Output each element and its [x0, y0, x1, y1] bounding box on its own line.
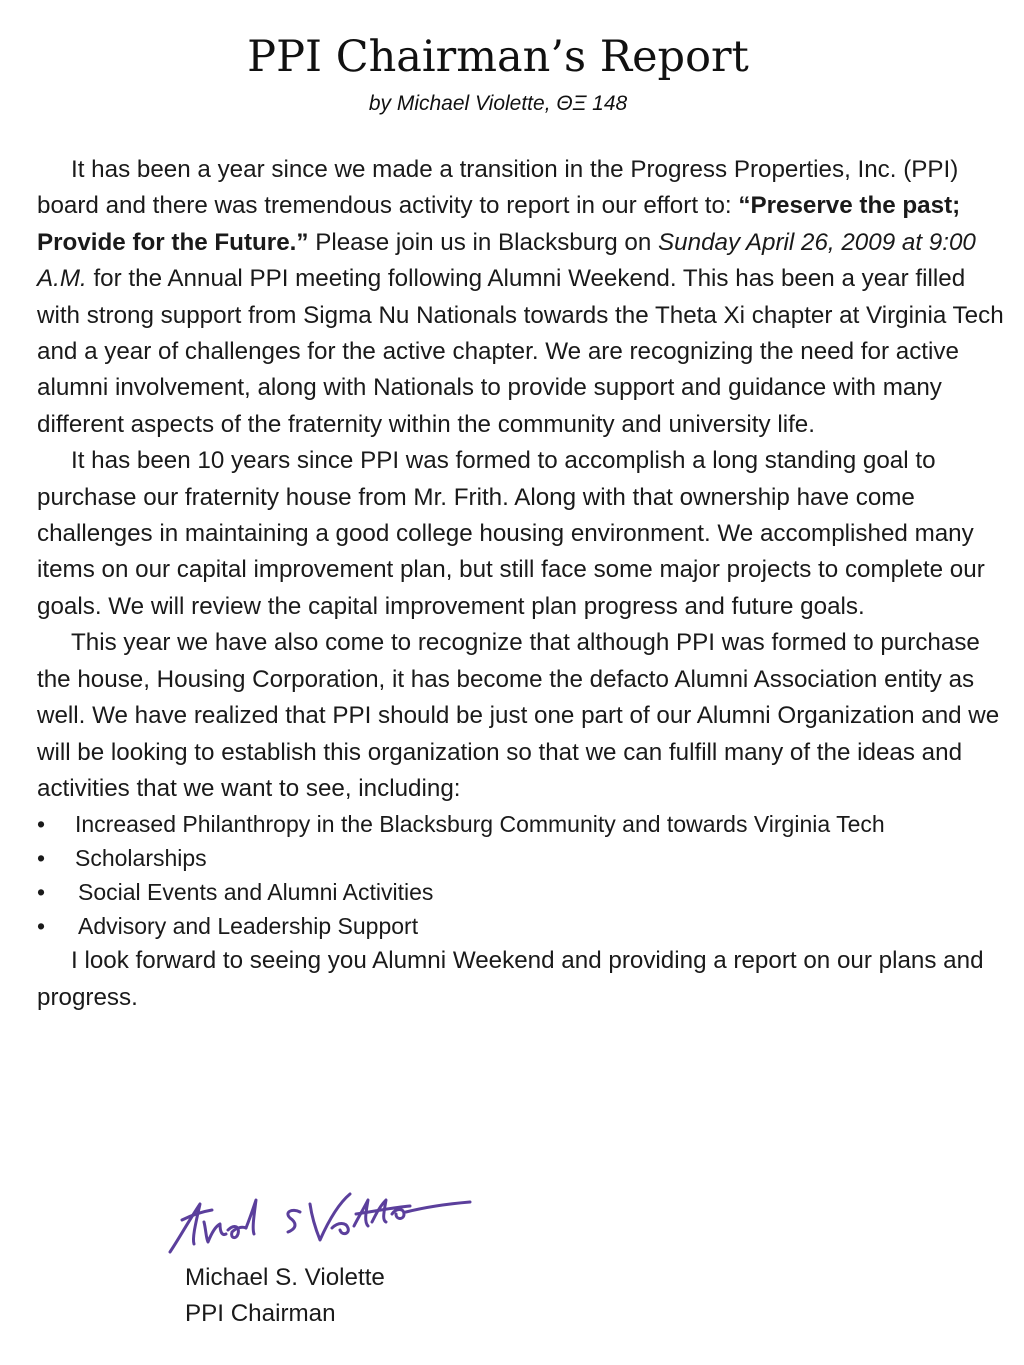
- signature-stroke: [228, 1227, 246, 1238]
- signature-stroke: [332, 1224, 348, 1234]
- byline: by Michael Violette, ΘΞ 148: [368, 92, 628, 115]
- signature-stroke: [204, 1222, 226, 1242]
- list-item: [37, 909, 1009, 943]
- paragraph-3: This year we have also come to recognize that although PPI was formed to purchase the house, Housing Corporation, it has become the defacto Alumni Association entity as well. We have realized that PPI should be just one part of our Alumni Organization and we will be looking to establish this organization so that we can fulfill many of the ideas and activities that we want to see, including:: [37, 629, 1000, 802]
- list-item: [37, 841, 1009, 875]
- signature-stroke: [288, 1210, 300, 1232]
- list-item-text: Advisory and Leadership Support: [78, 913, 419, 940]
- list-item: [37, 875, 1009, 909]
- signature-stroke: [246, 1200, 256, 1234]
- signature-stroke: [392, 1210, 404, 1219]
- motto-quote: “Preserve the past; Provide for the Future.”: [37, 192, 961, 256]
- handwritten-signature: [160, 1182, 480, 1262]
- paragraph-2: It has been 10 years since PPI was formed to accomplish a long standing goal to purchase our fraternity house from Mr. Frith. Along with that ownership have come challenges in maintaining a good college housing environment. We accomplished many items on our capital improvement plan, but still face some major projects to complete our goals. We will review the capital improvement plan progress and future goals.: [37, 447, 985, 620]
- meeting-date: Sunday April 26, 2009 at 9:00 A.M.: [37, 228, 976, 293]
- report-body: [37, 152, 1009, 1016]
- signature-block: [185, 1260, 385, 1332]
- paragraph-4: I look forward to seeing you Alumni Weekend and providing a report on our plans and progress.: [37, 947, 984, 1011]
- paragraph-1-text-b: Please join us in Blacksburg on: [308, 228, 659, 256]
- signer-title: PPI Chairman: [185, 1300, 336, 1327]
- paragraph-1: [37, 152, 1009, 443]
- bullet-icon: •: [37, 811, 46, 838]
- paragraph-1-text-a: It has been a year since we made a transition in the Progress Properties, Inc. (PPI) board and there was tremendous activity to report in our effort to:: [37, 156, 959, 220]
- signature-stroke: [170, 1204, 200, 1252]
- list-item-text: Increased Philanthropy in the Blacksburg Community and towards Virginia Tech: [75, 811, 885, 838]
- paragraph-1-text-c: for the Annual PPI meeting following Alumni Weekend. This has been a year filled with strong support from Sigma Nu Nationals towards the Theta Xi chapter at Virginia Tech and a year of challenges for the active chapter. We are recognizing the need for active alumni involvement, along with Nationals to provide support and guidance with many different aspects of the fraternity within the community and university life.: [37, 265, 1004, 438]
- page-title: PPI Chairman’s Report: [247, 32, 749, 82]
- signer-name: Michael S. Violette: [185, 1264, 385, 1291]
- bullet-icon: •: [37, 879, 46, 906]
- bullet-icon: •: [37, 845, 46, 872]
- bullet-icon: •: [37, 913, 46, 940]
- activities-list: [37, 807, 1009, 943]
- list-item: [37, 807, 1009, 841]
- list-item-text: Social Events and Alumni Activities: [78, 879, 434, 906]
- list-item-text: Scholarships: [75, 845, 207, 872]
- signature-stroke: [406, 1202, 470, 1212]
